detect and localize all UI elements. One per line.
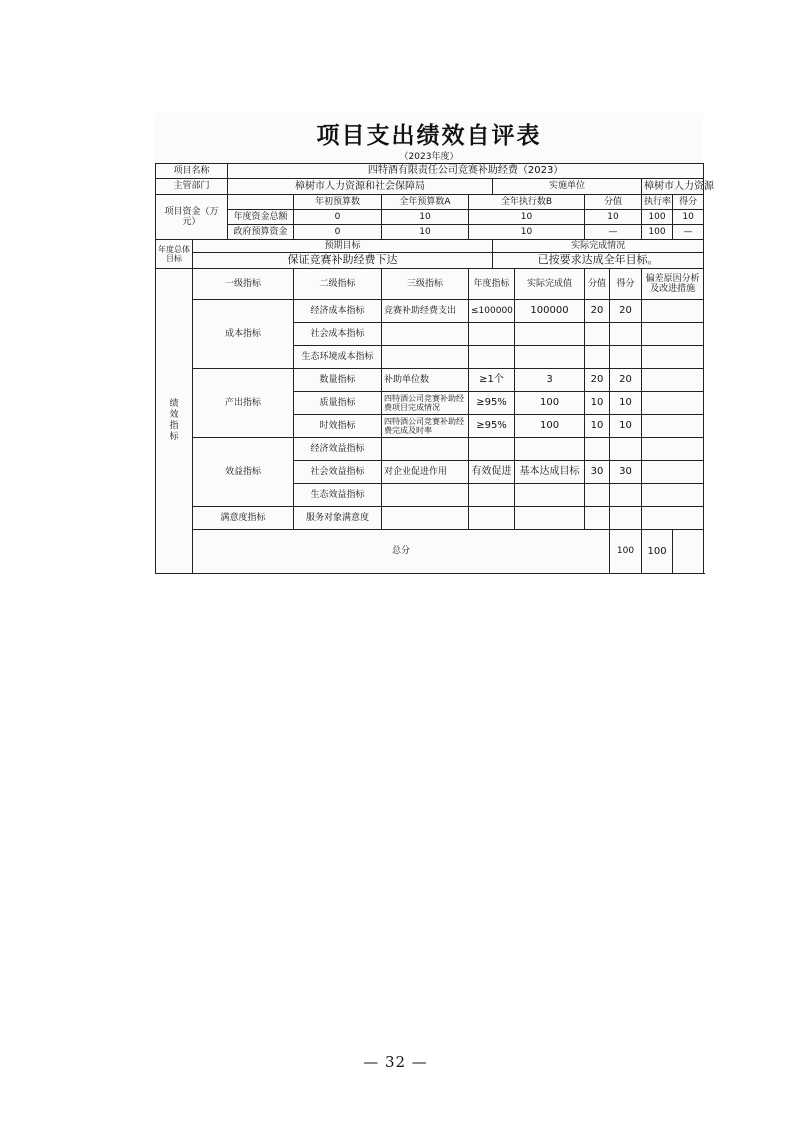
expected-goal-header: 预期目标 [193,240,493,253]
actual-result: 已按要求达成全年目标。 [493,253,704,269]
col-execution: 全年执行数B [469,195,585,210]
score-cell: 20 [610,369,642,392]
funds-group-label: 项目资金（万元） [156,195,228,240]
level3-cell: 对企业促进作用 [382,461,469,484]
analysis-cell [642,461,704,484]
funds-score: 10 [673,210,704,225]
actual-result-header: 实际完成情况 [493,240,704,253]
funds-score-value: 10 [585,210,642,225]
department-row [156,179,704,195]
indicator-group-label [156,269,193,574]
indicator-group-text: 绩效指标 [169,398,179,443]
col-initial-budget: 年初预算数 [294,195,382,210]
funds-row-government [156,225,704,240]
project-name-label: 项目名称 [156,164,228,179]
funds-score-value: — [585,225,642,240]
level2-cell: 时效指标 [294,415,382,438]
funds-header-blank [228,195,294,210]
score-cell [610,484,642,507]
funds-exec-rate: 100 [642,210,673,225]
annual-cell: ≤100000 [469,300,515,323]
project-name: 四特酒有限责任公司竞赛补助经费（2023） [228,164,704,179]
funds-full: 10 [382,210,469,225]
score-value-cell: 20 [585,300,610,323]
level2-cell: 社会效益指标 [294,461,382,484]
impl-name: 樟树市人力资源 [642,179,704,195]
goals-header-row [156,240,704,253]
score-value-cell [585,484,610,507]
dept-label: 主管部门 [156,179,228,195]
document-title: 项目支出绩效自评表 [316,122,542,149]
level3-cell [382,346,469,369]
col-score-value: 分值 [585,195,642,210]
annual-cell: ≥95% [469,415,515,438]
score-cell [610,438,642,461]
score-value-cell [585,438,610,461]
level3-cell [382,507,469,530]
dept-name: 樟树市人力资源和社会保障局 [228,179,493,195]
analysis-cell [642,392,704,415]
col-full-budget: 全年预算数A [382,195,469,210]
funds-row-total [156,210,704,225]
funds-row-label: 年度资金总额 [228,210,294,225]
cost-row-1 [156,300,704,323]
goals-content-row [156,253,704,269]
actual-cell [515,346,585,369]
benefit-row-1 [156,438,704,461]
level2-cell: 服务对象满意度 [294,507,382,530]
output-label: 产出指标 [193,369,294,438]
header-level1: 一级指标 [193,269,294,300]
analysis-cell [642,438,704,461]
level2-cell: 社会成本指标 [294,323,382,346]
analysis-cell [642,484,704,507]
expected-goal: 保证竞赛补助经费下达 [193,253,493,269]
actual-cell [515,323,585,346]
analysis-cell [642,507,704,530]
level3-cell: 补助单位数 [382,369,469,392]
indicator-header-row [156,269,704,300]
funds-score: — [673,225,704,240]
annual-cell [469,438,515,461]
actual-cell [515,438,585,461]
total-label: 总分 [193,530,610,574]
level3-cell: 四特酒公司竞赛补助经费完成及时率 [382,415,469,438]
score-value-cell: 30 [585,461,610,484]
score-cell [610,507,642,530]
level2-cell: 生态效益指标 [294,484,382,507]
funds-full: 10 [382,225,469,240]
header-analysis: 偏差原因分析及改进措施 [642,269,704,300]
score-value-cell [585,346,610,369]
level2-cell: 经济效益指标 [294,438,382,461]
score-value-cell [585,323,610,346]
benefit-label: 效益指标 [193,438,294,507]
level2-cell: 生态环境成本指标 [294,346,382,369]
annual-cell [469,346,515,369]
cost-label: 成本指标 [193,300,294,369]
analysis-cell [642,323,704,346]
level3-cell: 竞赛补助经费支出 [382,300,469,323]
header-actual: 实际完成值 [515,269,585,300]
annual-cell: ≥1个 [469,369,515,392]
header-annual: 年度指标 [469,269,515,300]
analysis-cell [642,346,704,369]
col-score: 得分 [673,195,704,210]
level3-cell [382,438,469,461]
score-cell: 10 [610,392,642,415]
total-score-value: 100 [610,530,642,574]
goals-label: 年度总体目标 [156,240,193,269]
funds-exec: 10 [469,210,585,225]
document-year: （2023年度） [399,152,459,162]
header-level3: 三级指标 [382,269,469,300]
level3-cell [382,323,469,346]
annual-cell: ≥95% [469,392,515,415]
total-score: 100 [642,530,673,574]
actual-cell: 100 [515,392,585,415]
score-value-cell [585,507,610,530]
annual-cell: 有效促进 [469,461,515,484]
analysis-cell [642,369,704,392]
satisfaction-label: 满意度指标 [193,507,294,530]
header-score: 得分 [610,269,642,300]
level3-cell [382,484,469,507]
actual-cell: 100 [515,415,585,438]
analysis-cell [642,415,704,438]
self-evaluation-table [155,163,715,574]
annual-cell [469,507,515,530]
funds-initial: 0 [294,225,382,240]
header-level2: 二级指标 [294,269,382,300]
total-analysis [673,530,704,574]
funds-row-label: 政府预算资金 [228,225,294,240]
output-row-1 [156,369,704,392]
level2-cell: 质量指标 [294,392,382,415]
funds-exec: 10 [469,225,585,240]
actual-cell [515,507,585,530]
funds-initial: 0 [294,210,382,225]
project-name-row [156,164,704,179]
score-cell: 20 [610,300,642,323]
page-number: — 32 — [363,1053,428,1071]
funds-header-row [156,195,704,210]
score-value-cell: 10 [585,415,610,438]
score-cell [610,323,642,346]
score-cell: 30 [610,461,642,484]
actual-cell: 基本达成目标 [515,461,585,484]
actual-cell [515,484,585,507]
actual-cell: 100000 [515,300,585,323]
score-value-cell: 10 [585,392,610,415]
col-exec-rate: 执行率 [642,195,673,210]
score-cell: 10 [610,415,642,438]
annual-cell [469,484,515,507]
annual-cell [469,323,515,346]
actual-cell: 3 [515,369,585,392]
level2-cell: 数量指标 [294,369,382,392]
score-cell [610,346,642,369]
level3-cell: 四特酒公司竞赛补助经费项目完成情况 [382,392,469,415]
satisfaction-row [156,507,704,530]
impl-label: 实施单位 [493,179,642,195]
level2-cell: 经济成本指标 [294,300,382,323]
total-row [156,530,704,574]
header-score-value: 分值 [585,269,610,300]
funds-exec-rate: 100 [642,225,673,240]
analysis-cell [642,300,704,323]
score-value-cell: 20 [585,369,610,392]
